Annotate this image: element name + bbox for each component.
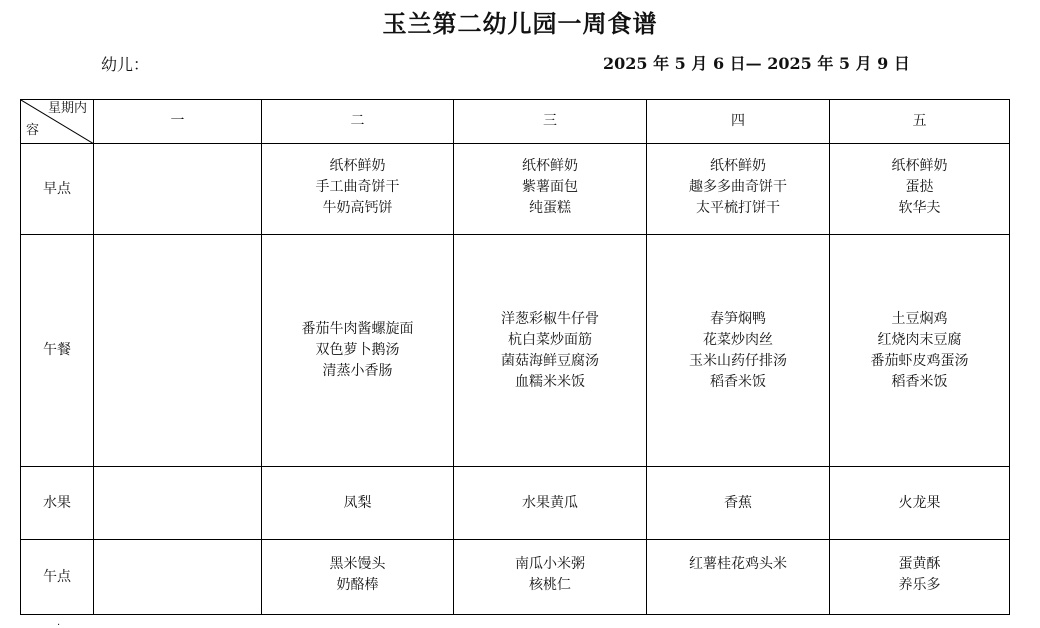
menu-item: 趣多多曲奇饼干	[689, 179, 787, 195]
menu-item: 纸杯鲜奶	[710, 158, 766, 174]
menu-item: 纸杯鲜奶	[891, 158, 948, 174]
menu-item: 纸杯鲜奶	[522, 158, 578, 174]
day-header-wed: 三	[454, 100, 647, 144]
menu-cell-thu	[647, 467, 830, 540]
header-row	[21, 100, 1010, 144]
menu-cell-mon	[94, 467, 262, 540]
menu-item: 春笋焖鸭	[710, 310, 766, 327]
row-lunch	[21, 235, 1010, 467]
menu-cell-fri	[830, 467, 1010, 540]
row-label: 午餐	[21, 235, 94, 467]
row-breakfast	[21, 144, 1010, 235]
menu-cell-tue	[262, 540, 454, 615]
menu-item: 牛奶高钙饼	[322, 200, 393, 216]
menu-item: 红薯桂花鸡头米	[689, 556, 787, 572]
menu-item: 玉米山药仔排汤	[689, 352, 787, 369]
menu-item: 养乐多	[898, 577, 941, 593]
menu-item: 核桃仁	[529, 577, 571, 593]
menu-item: 稻香米饭	[710, 373, 766, 390]
corner-header-cell	[21, 100, 94, 144]
menu-item: 蛋黄酥	[898, 556, 941, 572]
menu-item: 血糯米米饭	[515, 373, 585, 390]
menu-item: 蛋挞	[905, 179, 934, 195]
menu-cell-wed	[454, 235, 647, 467]
weekly-menu-table	[20, 99, 1010, 615]
menu-cell-thu	[647, 235, 830, 467]
row-label: 早点	[21, 144, 94, 235]
menu-item: 番茄虾皮鸡蛋汤	[870, 352, 969, 369]
menu-cell-tue	[262, 235, 454, 467]
day-header-mon: 一	[94, 100, 262, 144]
row-label: 午点	[21, 540, 94, 615]
menu-item: 杭白菜炒面筋	[508, 331, 592, 348]
menu-item: 稻香米饭	[891, 373, 948, 390]
menu-item: 土豆焖鸡	[891, 310, 948, 327]
corner-label-weekday: 星期内	[47, 101, 87, 116]
menu-cell-mon	[94, 540, 262, 615]
menu-item: 手工曲奇饼干	[315, 179, 400, 195]
child-label: 幼儿：	[101, 55, 150, 74]
date-range: 2025 年 5 月 6 日— 2025 年 5 月 9 日	[603, 54, 910, 73]
menu-item: 火龙果	[898, 494, 941, 511]
menu-cell-mon	[94, 235, 262, 467]
menu-cell-tue	[262, 467, 454, 540]
menu-item: 纸杯鲜奶	[329, 158, 386, 174]
menu-item: 凤梨	[343, 494, 372, 511]
corner-label-content: 容	[26, 123, 40, 138]
menu-item: 黑米馒头	[329, 556, 386, 572]
menu-item: 太平梳打饼干	[696, 200, 780, 216]
menu-cell-wed	[454, 467, 647, 540]
menu-cell-thu	[647, 540, 830, 615]
menu-item: 软华夫	[898, 200, 941, 216]
menu-cell-fri	[830, 144, 1010, 235]
menu-title: 玉兰第二幼儿园一周食谱	[382, 9, 658, 38]
menu-cell-tue	[262, 144, 454, 235]
menu-cell-fri	[830, 540, 1010, 615]
menu-cell-mon	[94, 144, 262, 235]
day-header-tue: 二	[262, 100, 454, 144]
menu-item: 番茄牛肉酱螺旋面	[301, 321, 414, 337]
menu-item: 红烧肉末豆腐	[877, 331, 962, 348]
menu-item: 菌菇海鲜豆腐汤	[501, 352, 599, 369]
row-fruit	[21, 467, 1010, 540]
menu-cell-thu	[647, 144, 830, 235]
row-afternoon-snack	[21, 540, 1010, 615]
menu-item: 洋葱彩椒牛仔骨	[501, 310, 599, 327]
day-header-thu: 四	[647, 100, 830, 144]
menu-cell-wed	[454, 540, 647, 615]
menu-item: 双色萝卜鹅汤	[315, 342, 400, 358]
day-header-fri: 五	[830, 100, 1010, 144]
menu-item: 南瓜小米粥	[515, 556, 585, 572]
footer-mark: .	[57, 617, 61, 628]
menu-item: 清蒸小香肠	[322, 363, 393, 379]
menu-item: 香蕉	[724, 494, 752, 511]
menu-item: 花菜炒肉丝	[703, 331, 773, 348]
row-label: 水果	[21, 467, 94, 540]
menu-item: 纯蛋糕	[529, 200, 571, 216]
menu-item: 奶酪棒	[336, 577, 379, 593]
menu-cell-fri	[830, 235, 1010, 467]
menu-item: 紫薯面包	[522, 179, 578, 195]
menu-item: 水果黄瓜	[522, 494, 578, 511]
menu-cell-wed	[454, 144, 647, 235]
